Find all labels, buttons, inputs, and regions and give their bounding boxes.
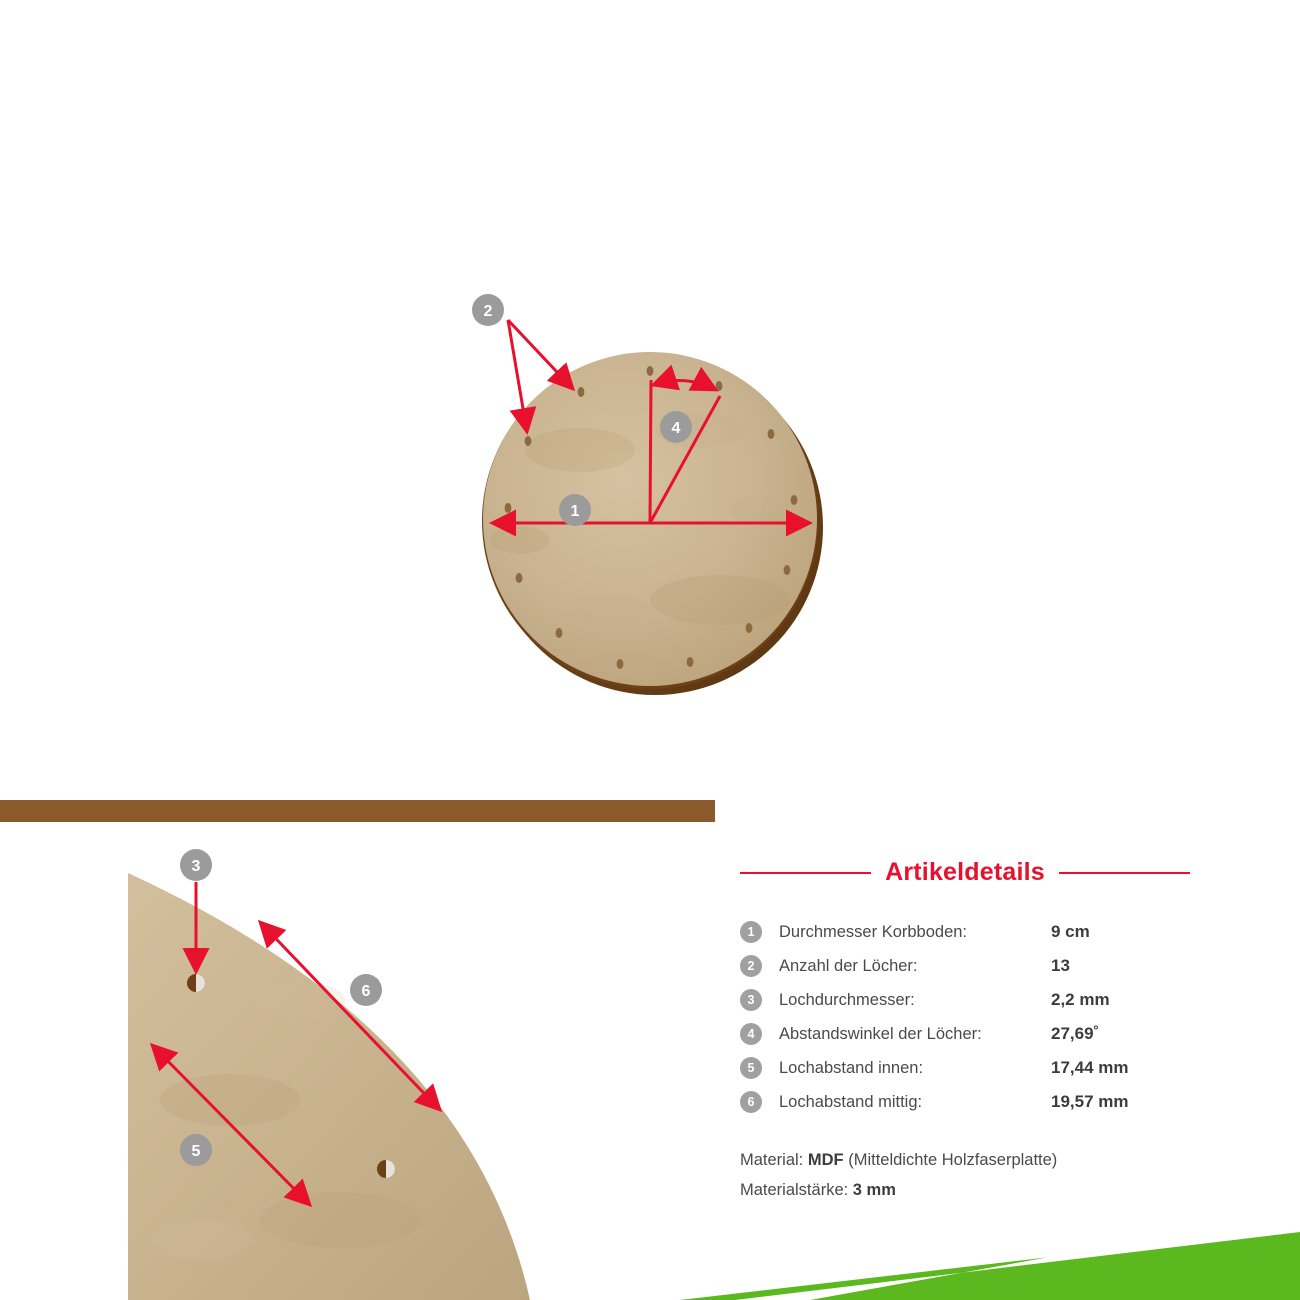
badge-2: 2 [740, 955, 762, 977]
spec-row-inner-spacing [740, 1051, 1200, 1085]
spec-row-center-spacing [740, 1085, 1200, 1119]
callout-badge-5 [180, 1134, 212, 1166]
callout-badge-6 [350, 974, 382, 1006]
spec-label-angle: Abstandswinkel der Löcher: [779, 1024, 982, 1043]
detail-diagram [0, 800, 715, 1300]
spec-list [740, 915, 1200, 1119]
spec-value-angle: 27,69˚ [1051, 1024, 1100, 1043]
material-label: Material: [740, 1151, 804, 1169]
callout-badge-1 [559, 494, 591, 526]
spec-row-hole-diameter [740, 983, 1200, 1017]
spec-label-hole-diameter: Lochdurchmesser: [779, 990, 915, 1009]
spec-row-angle [740, 1017, 1200, 1051]
badge-1: 1 [740, 921, 762, 943]
svg-text:3: 3 [191, 858, 201, 875]
callout-badge-4 [660, 411, 692, 443]
spec-value-diameter: 9 cm [1051, 922, 1090, 941]
badge-5: 5 [740, 1057, 762, 1079]
hole-lower [377, 1160, 395, 1178]
spec-value-center-spacing: 19,57 mm [1051, 1092, 1129, 1111]
callout-badge-2 [472, 294, 504, 326]
spec-row-hole-count [740, 949, 1200, 983]
material-line [740, 1145, 1260, 1175]
thickness-line [740, 1175, 1260, 1205]
thickness-label: Materialstärke: [740, 1181, 849, 1199]
details-header [740, 858, 1190, 887]
rule-right [1059, 872, 1190, 874]
svg-text:2: 2 [483, 303, 493, 320]
svg-text:6: 6 [361, 983, 371, 1000]
material-info [740, 1145, 1260, 1205]
svg-text:1: 1 [570, 503, 580, 520]
spec-label-inner-spacing: Lochabstand innen: [779, 1058, 924, 1077]
material-suffix: (Mitteldichte Holzfaserplatte) [848, 1151, 1058, 1169]
svg-text:4: 4 [671, 420, 681, 437]
spec-value-hole-count: 13 [1051, 956, 1070, 975]
hole-upper [187, 974, 205, 992]
spec-label-diameter: Durchmesser Korbboden: [779, 922, 968, 941]
badge-6: 6 [740, 1091, 762, 1113]
rule-left [740, 872, 871, 874]
spec-row-diameter [740, 915, 1200, 949]
callout-badge-3 [180, 849, 212, 881]
material-value: MDF [807, 1151, 844, 1169]
svg-text:5: 5 [191, 1143, 201, 1160]
spec-label-center-spacing: Lochabstand mittig: [779, 1092, 923, 1111]
badge-4: 4 [740, 1023, 762, 1045]
spec-value-inner-spacing: 17,44 mm [1051, 1058, 1129, 1077]
thickness-value: 3 mm [852, 1181, 896, 1199]
spec-value-hole-diameter: 2,2 mm [1051, 990, 1110, 1009]
green-corner-accent [680, 1210, 1300, 1300]
badge-3: 3 [740, 989, 762, 1011]
page-title: Artikeldetails [885, 858, 1045, 886]
korbboden-detail-photo [0, 800, 715, 1300]
spec-label-hole-count: Anzahl der Löcher: [779, 956, 918, 975]
